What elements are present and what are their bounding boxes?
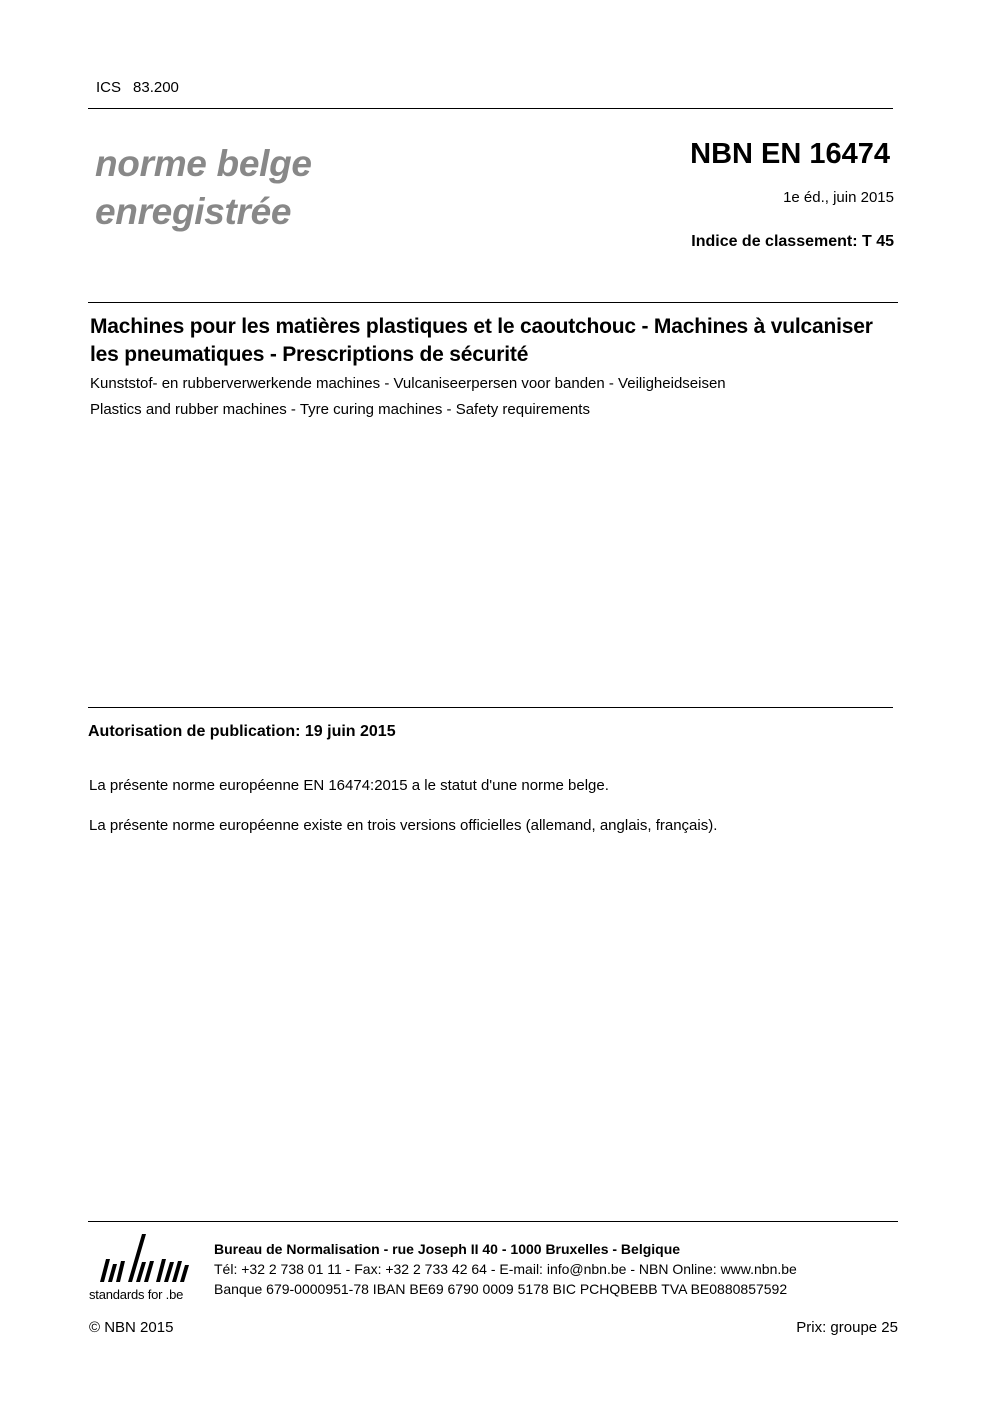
title-top-rule <box>88 302 898 303</box>
standard-number: NBN EN 16474 <box>690 138 890 170</box>
status-paragraph: La présente norme européenne EN 16474:2015 a le statut d'une norme belge. <box>89 777 609 794</box>
ics-value: 83.200 <box>133 79 179 96</box>
publication-authorization: Autorisation de publication: 19 juin 2015 <box>88 723 396 740</box>
brand-line-1: norme belge <box>95 143 312 184</box>
brand-title <box>95 140 312 236</box>
title-english: Plastics and rubber machines - Tyre curing machines - Safety requirements <box>90 401 590 418</box>
ics-label: ICS <box>96 79 122 96</box>
logo-tagline: standards for .be <box>89 1287 184 1302</box>
edition: 1e éd., juin 2015 <box>783 189 894 206</box>
title-french: Machines pour les matières plastiques et le caoutchouc - Machines à vulcaniser les pneumatiques - Prescriptions de sécurité <box>90 315 873 366</box>
classification-index: Indice de classement: T 45 <box>691 233 894 250</box>
footer-rule <box>88 1221 898 1222</box>
footer-contact: Tél: +32 2 738 01 11 - Fax: +32 2 733 42 64 - E-mail: info@nbn.be - NBN Online: www.nbn.be <box>214 1261 797 1277</box>
price-group: Prix: groupe 25 <box>796 1319 898 1336</box>
publication-rule <box>88 707 893 708</box>
copyright: © NBN 2015 <box>89 1319 174 1336</box>
footer-address: Bureau de Normalisation - rue Joseph II 40 - 1000 Bruxelles - Belgique <box>214 1241 681 1257</box>
footer-bank-details: Banque 679-0000951-78 IBAN BE69 6790 0009 5178 BIC PCHQBEBB TVA BE0880857592 <box>214 1281 788 1297</box>
brand-line-2: enregistrée <box>95 191 292 232</box>
ics-code <box>96 79 179 96</box>
header-rule <box>88 108 893 109</box>
versions-paragraph: La présente norme européenne existe en trois versions officielles (allemand, anglais, français). <box>89 817 718 834</box>
title-dutch: Kunststof- en rubberverwerkende machines - Vulcaniseerpersen voor banden - Veiligheidseisen <box>90 375 726 392</box>
